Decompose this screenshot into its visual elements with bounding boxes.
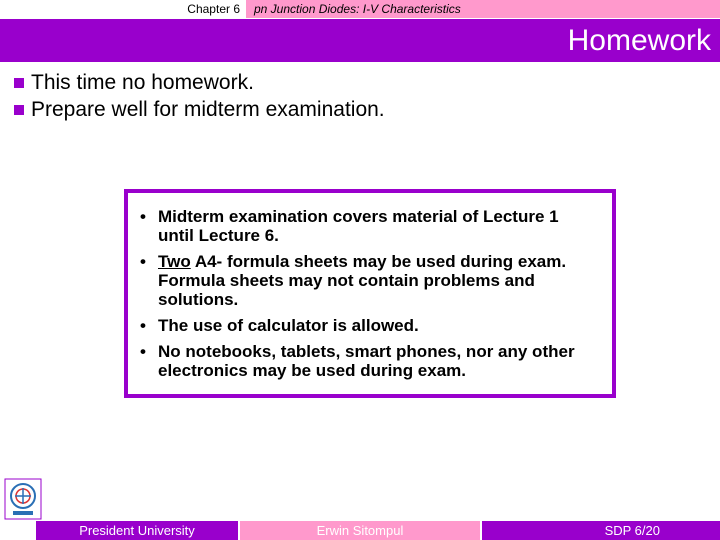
square-bullet-icon xyxy=(14,105,24,115)
dot-bullet-icon: • xyxy=(140,207,146,226)
top-strip xyxy=(0,0,720,18)
note-item xyxy=(128,207,612,245)
footer xyxy=(0,521,720,540)
note-item xyxy=(128,342,612,380)
slide-title: Homework xyxy=(567,24,711,57)
footer-page-number: SDP 6/20 xyxy=(482,521,720,540)
main-bullet-item xyxy=(14,96,385,123)
chapter-label: Chapter 6 xyxy=(187,2,240,16)
dot-bullet-icon: • xyxy=(140,252,146,271)
main-bullet-list xyxy=(14,69,385,123)
note-item xyxy=(128,252,612,309)
note-text: The use of calculator is allowed. xyxy=(158,316,419,335)
exam-notes-list xyxy=(128,193,612,380)
note-underlined-word: Two xyxy=(158,252,191,271)
university-logo-icon xyxy=(4,478,42,520)
exam-notes-box xyxy=(124,189,616,398)
title-bar xyxy=(0,19,720,62)
main-bullet-text: Prepare well for midterm examination. xyxy=(31,98,385,121)
note-text: No notebooks, tablets, smart phones, nor any other electronics may be used during exam. xyxy=(158,342,575,380)
note-item xyxy=(128,316,612,335)
main-bullet-text: This time no homework. xyxy=(31,71,254,94)
dot-bullet-icon: • xyxy=(140,316,146,335)
main-bullet-item xyxy=(14,69,385,96)
dot-bullet-icon: • xyxy=(140,342,146,361)
note-text: Midterm examination covers material of Lecture 1 until Lecture 6. xyxy=(158,207,559,245)
chapter-title: pn Junction Diodes: I-V Characteristics xyxy=(246,0,720,18)
footer-author: Erwin Sitompul xyxy=(240,521,480,540)
square-bullet-icon xyxy=(14,78,24,88)
note-text: A4- formula sheets may be used during exam. Formula sheets may not contain problems and solutions. xyxy=(158,252,567,309)
footer-institution: President University xyxy=(36,521,238,540)
